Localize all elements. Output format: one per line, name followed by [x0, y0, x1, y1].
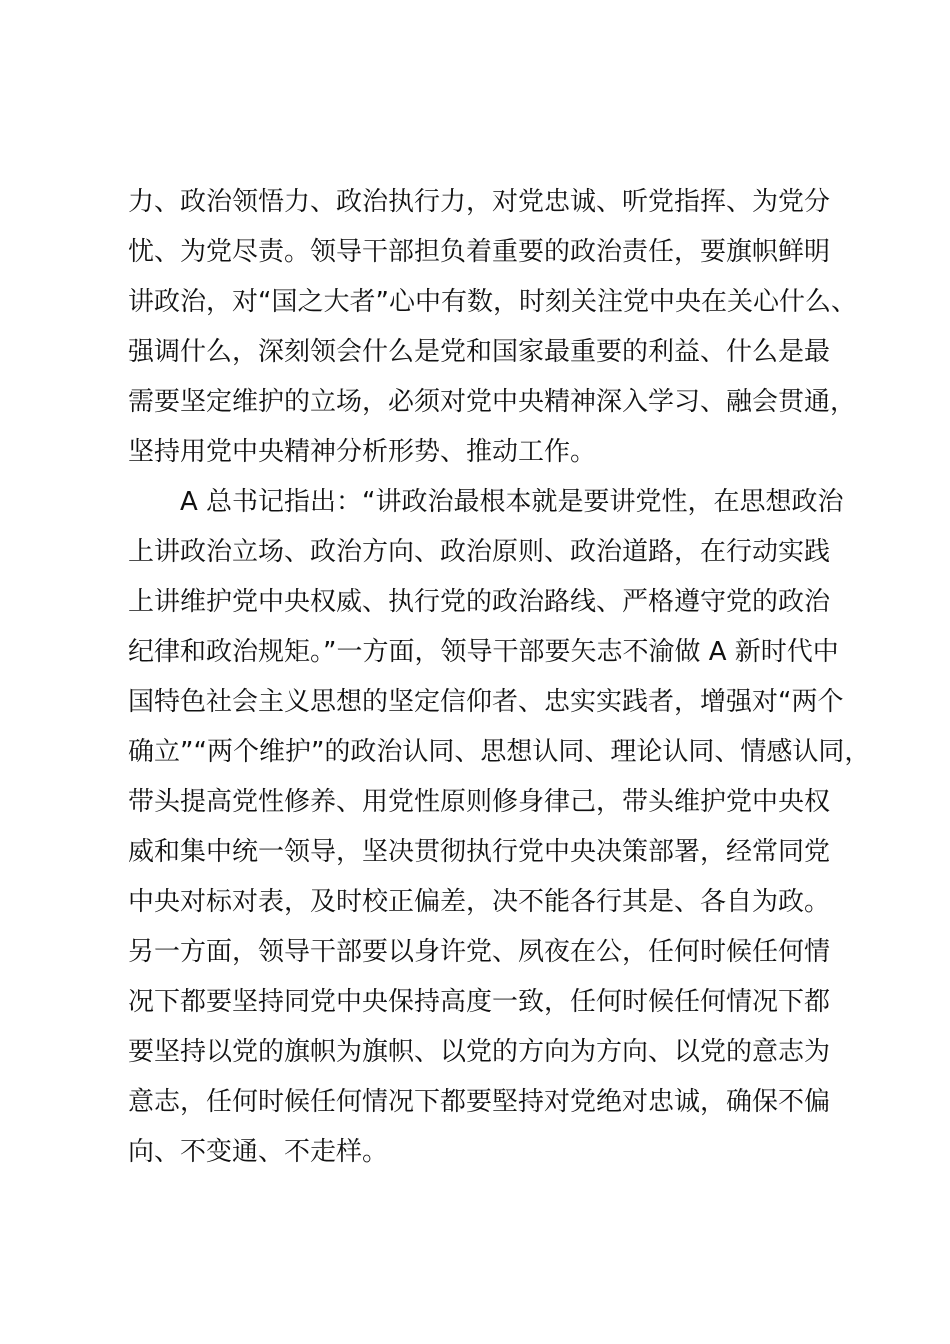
text-line: A 总书记指出：“讲政治最根本就是要讲党性，在思想政治: [180, 487, 844, 517]
text-line: 向、不变通、不走样。: [128, 1137, 389, 1167]
text-line: 带头提高党性修养、用党性原则修身律己，带头维护党中央权: [128, 787, 831, 817]
text-line: 强调什么，深刻领会什么是党和国家最重要的利益、什么是最: [128, 337, 831, 367]
text-line: 上讲政治立场、政治方向、政治原则、政治道路，在行动实践: [128, 537, 831, 567]
text-line: 中央对标对表，及时校正偏差，决不能各行其是、各自为政。: [128, 887, 831, 917]
paragraph-2: [128, 477, 871, 1177]
text-line: 忧、为党尽责。领导干部担负着重要的政治责任，要旗帜鲜明: [128, 237, 831, 267]
text-line: 况下都要坚持同党中央保持高度一致，任何时候任何情况下都: [128, 987, 831, 1017]
text-line: 意志，任何时候任何情况下都要堅持对党绝对忠诚，确保不偏: [128, 1087, 831, 1117]
text-line: 上讲维护党中央权威、执行党的政治路线、严格遵守党的政治: [128, 587, 831, 617]
text-line: 力、政治领悟力、政治执行力，对党忠诚、听党指挥、为党分: [128, 187, 831, 217]
text-line: 另一方面，领导干部要以身许党、夙夜在公，任何时候任何情: [128, 937, 831, 967]
text-line: 要坚持以党的旗帜为旗帜、以党的方向为方向、以党的意志为: [128, 1037, 831, 1067]
text-line: 坚持用党中央精神分析形势、推动工作。: [128, 437, 597, 467]
text-line: 讲政治，对“国之大者”心中有数，时刻关注党中央在关心什么、: [128, 287, 857, 317]
text-line: 纪律和政治规矩。”一方面，领导干部要矢志不渝做 A 新时代中: [128, 637, 839, 667]
text-line: 需要坚定维护的立场，必须对党中央精神深入学习、融会贯通，: [128, 387, 857, 417]
paragraph-1: [128, 177, 868, 477]
text-line: 国特色社会主义思想的坚定信仰者、忠实实践者，增强对“两个: [128, 687, 844, 717]
text-line: 确立”“两个维护”的政治认同、思想认同、理论认同、情感认同，: [128, 737, 871, 767]
text-line: 威和集中统一领导，坚决贯彻执行党中央决策部署，经常同党: [128, 837, 831, 867]
